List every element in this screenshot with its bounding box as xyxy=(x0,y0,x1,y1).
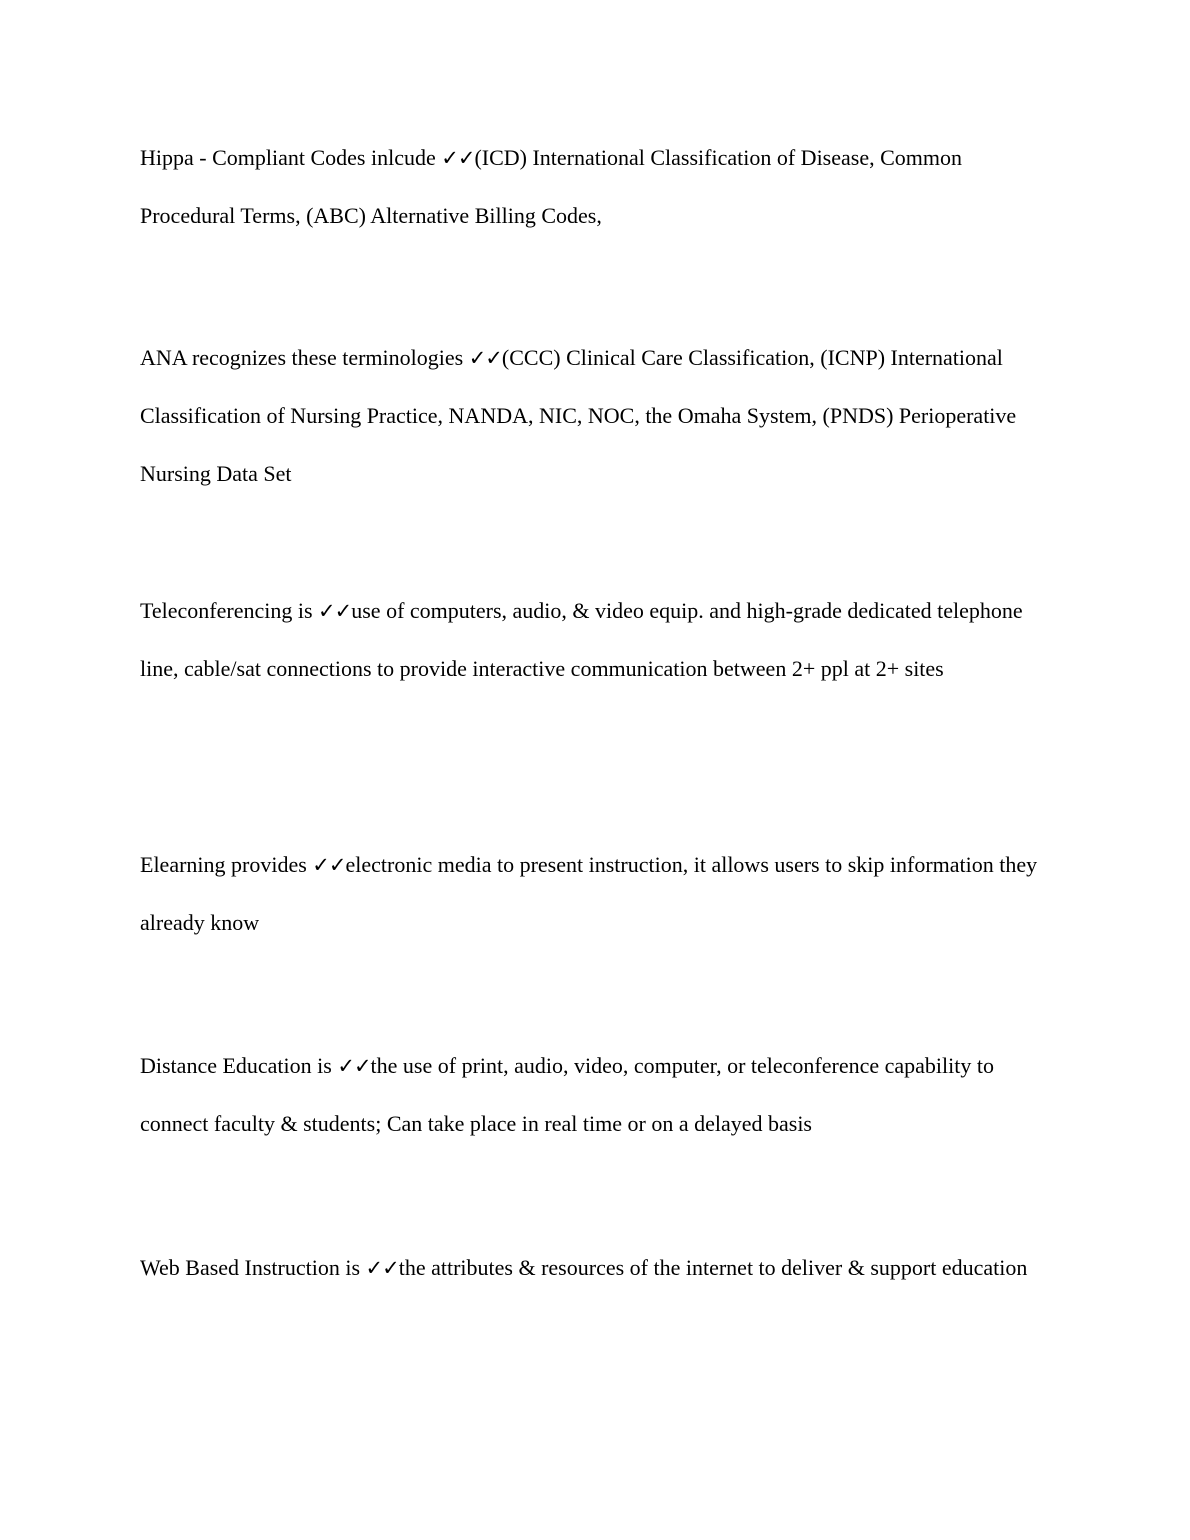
double-check-icon: ✓✓ xyxy=(312,853,346,877)
double-check-icon: ✓✓ xyxy=(441,146,475,170)
entry-term: Elearning provides xyxy=(140,852,313,877)
entry-definition: the attributes & resources of the internet to deliver & support education xyxy=(398,1255,1028,1280)
entry-web-based-instruction xyxy=(140,1239,1055,1297)
entry-term: Teleconferencing is xyxy=(140,598,319,623)
double-check-icon: ✓✓ xyxy=(468,346,502,370)
entry-definition: electronic media to present instruction, it allows users to skip information they already know xyxy=(140,852,1038,935)
entry-term: Web Based Instruction is xyxy=(140,1255,366,1280)
entry-elearning xyxy=(140,836,1065,952)
entry-definition: (ICD) International Classification of Disease, Common Procedural Terms, (ABC) Alternative Billing Codes, xyxy=(140,145,962,228)
entry-teleconferencing xyxy=(140,582,1060,698)
double-check-icon: ✓✓ xyxy=(318,599,352,623)
entry-term: ANA recognizes these terminologies xyxy=(140,345,469,370)
entry-definition: (CCC) Clinical Care Classification, (ICNP) International Classification of Nursing Practice, NANDA, NIC, NOC, the Omaha System, (PNDS) Perioperative Nursing Data Set xyxy=(140,345,1017,486)
double-check-icon: ✓✓ xyxy=(337,1054,371,1078)
entry-distance-education xyxy=(140,1037,1065,1153)
entry-hipaa-codes xyxy=(140,129,1055,245)
entry-ana-terminologies xyxy=(140,329,1055,503)
entry-definition: use of computers, audio, & video equip. and high-grade dedicated telephone line, cable/sat connections to provide interactive communication between 2+ ppl at 2+ sites xyxy=(140,598,1023,681)
entry-term: Hippa - Compliant Codes inlcude xyxy=(140,145,442,170)
double-check-icon: ✓✓ xyxy=(365,1256,399,1280)
entry-term: Distance Education is xyxy=(140,1053,338,1078)
entry-definition: the use of print, audio, video, computer, or teleconference capability to connect faculty & students; Can take place in real time or on a delayed basis xyxy=(140,1053,994,1136)
